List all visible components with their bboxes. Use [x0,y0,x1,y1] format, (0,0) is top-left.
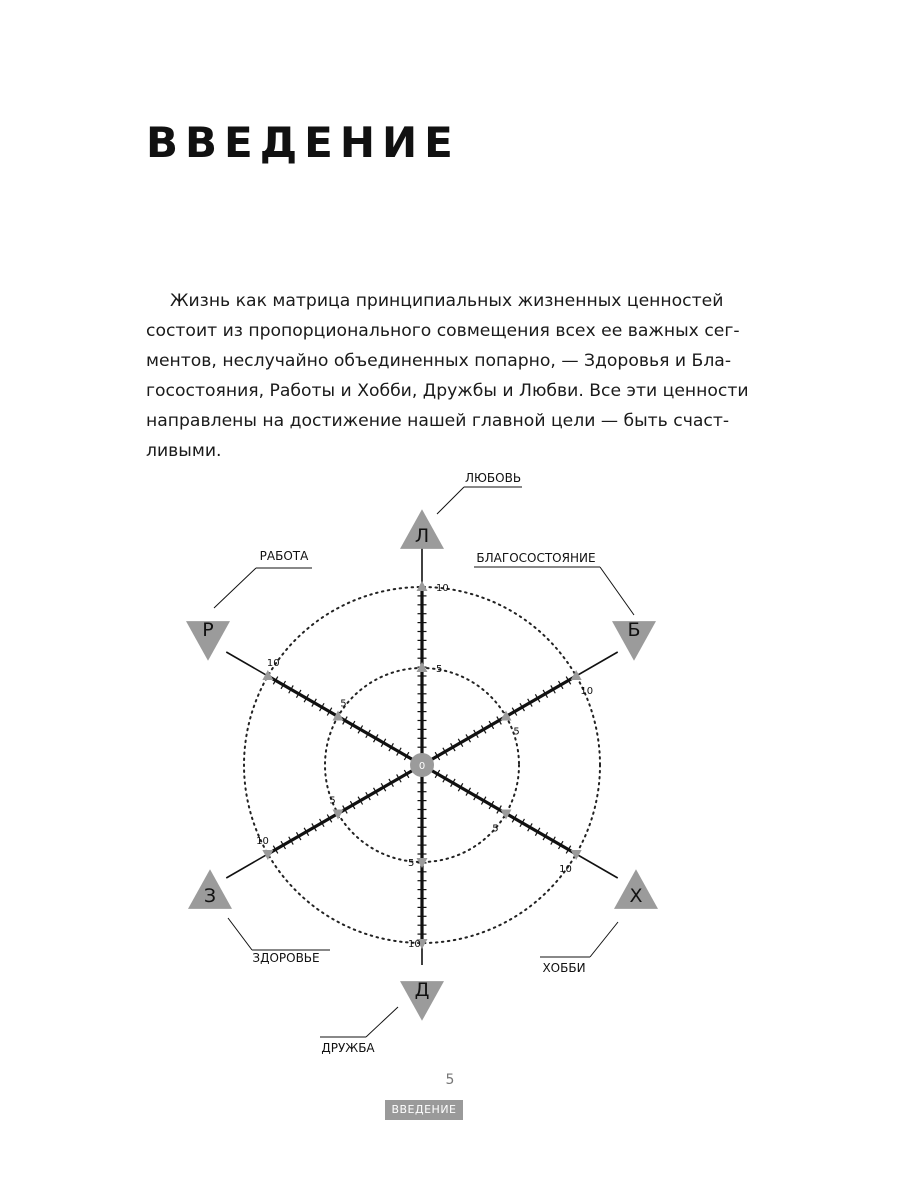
scale-value-5-health: 5 [329,795,336,807]
label-leader-wealth [600,567,634,615]
axis-label-love: ЛЮБОВЬ [464,471,522,485]
label-leader-health [228,918,252,950]
paragraph-line: госостояния, Работы и Хобби, Дружбы и Любви. Все эти ценности [146,381,749,401]
value-axes [226,533,617,965]
scale-value-10-hobby: 10 [559,863,572,875]
paragraph-line: направлены на достижение нашей главной цели — быть счаст- [146,411,730,431]
scale-value-5-work: 5 [340,698,347,710]
scale-value-10-work: 10 [266,658,280,670]
axis-letter-friendship: Д [414,979,430,1001]
axis-label-wealth: БЛАГОСОСТОЯНИЕ [476,551,596,565]
scale-marker-love [417,581,428,591]
axis-letter-love: Л [414,525,430,547]
paragraph-line: ливыми. [146,441,222,461]
axis-label-friendship: ДРУЖБА [321,1041,375,1055]
page-number: 5 [445,1072,455,1088]
center-point [410,753,434,777]
scale-value-5-hobby: 5 [492,823,499,835]
axis-letter-wealth: Б [627,619,641,641]
label-leader-work [214,568,256,608]
label-leader-friendship [366,1007,398,1037]
life-values-wheel-diagram [0,460,900,1070]
scale-value-10-wealth: 10 [580,685,594,697]
scale-value-5-love: 5 [436,664,443,675]
scale-value-5-friendship: 5 [408,858,415,869]
scale-value-5-wealth: 5 [513,726,520,738]
page-title: ВВЕДЕНИЕ [146,118,460,167]
scale-marker-health [262,850,273,860]
intro-paragraph [146,286,749,466]
scale-marker-work [262,670,273,680]
footer-section-badge: ВВЕДЕНИЕ [385,1100,463,1120]
scale-value-10-health: 10 [256,836,269,848]
label-leader-love [437,487,464,514]
paragraph-line: ментов, неслучайно объединенных попарно, — Здоровья и Бла- [146,351,732,371]
axis-letter-hobby: Х [629,885,643,907]
scale-marker-hobby [571,850,582,860]
center-zero-label: 0 [418,761,426,772]
scale-value-10-love: 10 [436,583,449,594]
paragraph-line: Жизнь как матрица принципиальных жизненных ценностей [170,291,724,311]
axis-letter-health: З [203,885,217,907]
label-leader-hobby [590,922,618,957]
axis-letter-work: Р [202,619,214,641]
axis-label-health: ЗДОРОВЬЕ [252,951,320,965]
scale-marker-wealth [571,670,582,680]
scale-value-10-friendship: 10 [408,939,421,950]
paragraph-line: состоит из пропорционального совмещения всех ее важных сег- [146,321,740,341]
axis-label-hobby: ХОББИ [542,961,586,975]
axis-label-work: РАБОТА [259,549,309,563]
